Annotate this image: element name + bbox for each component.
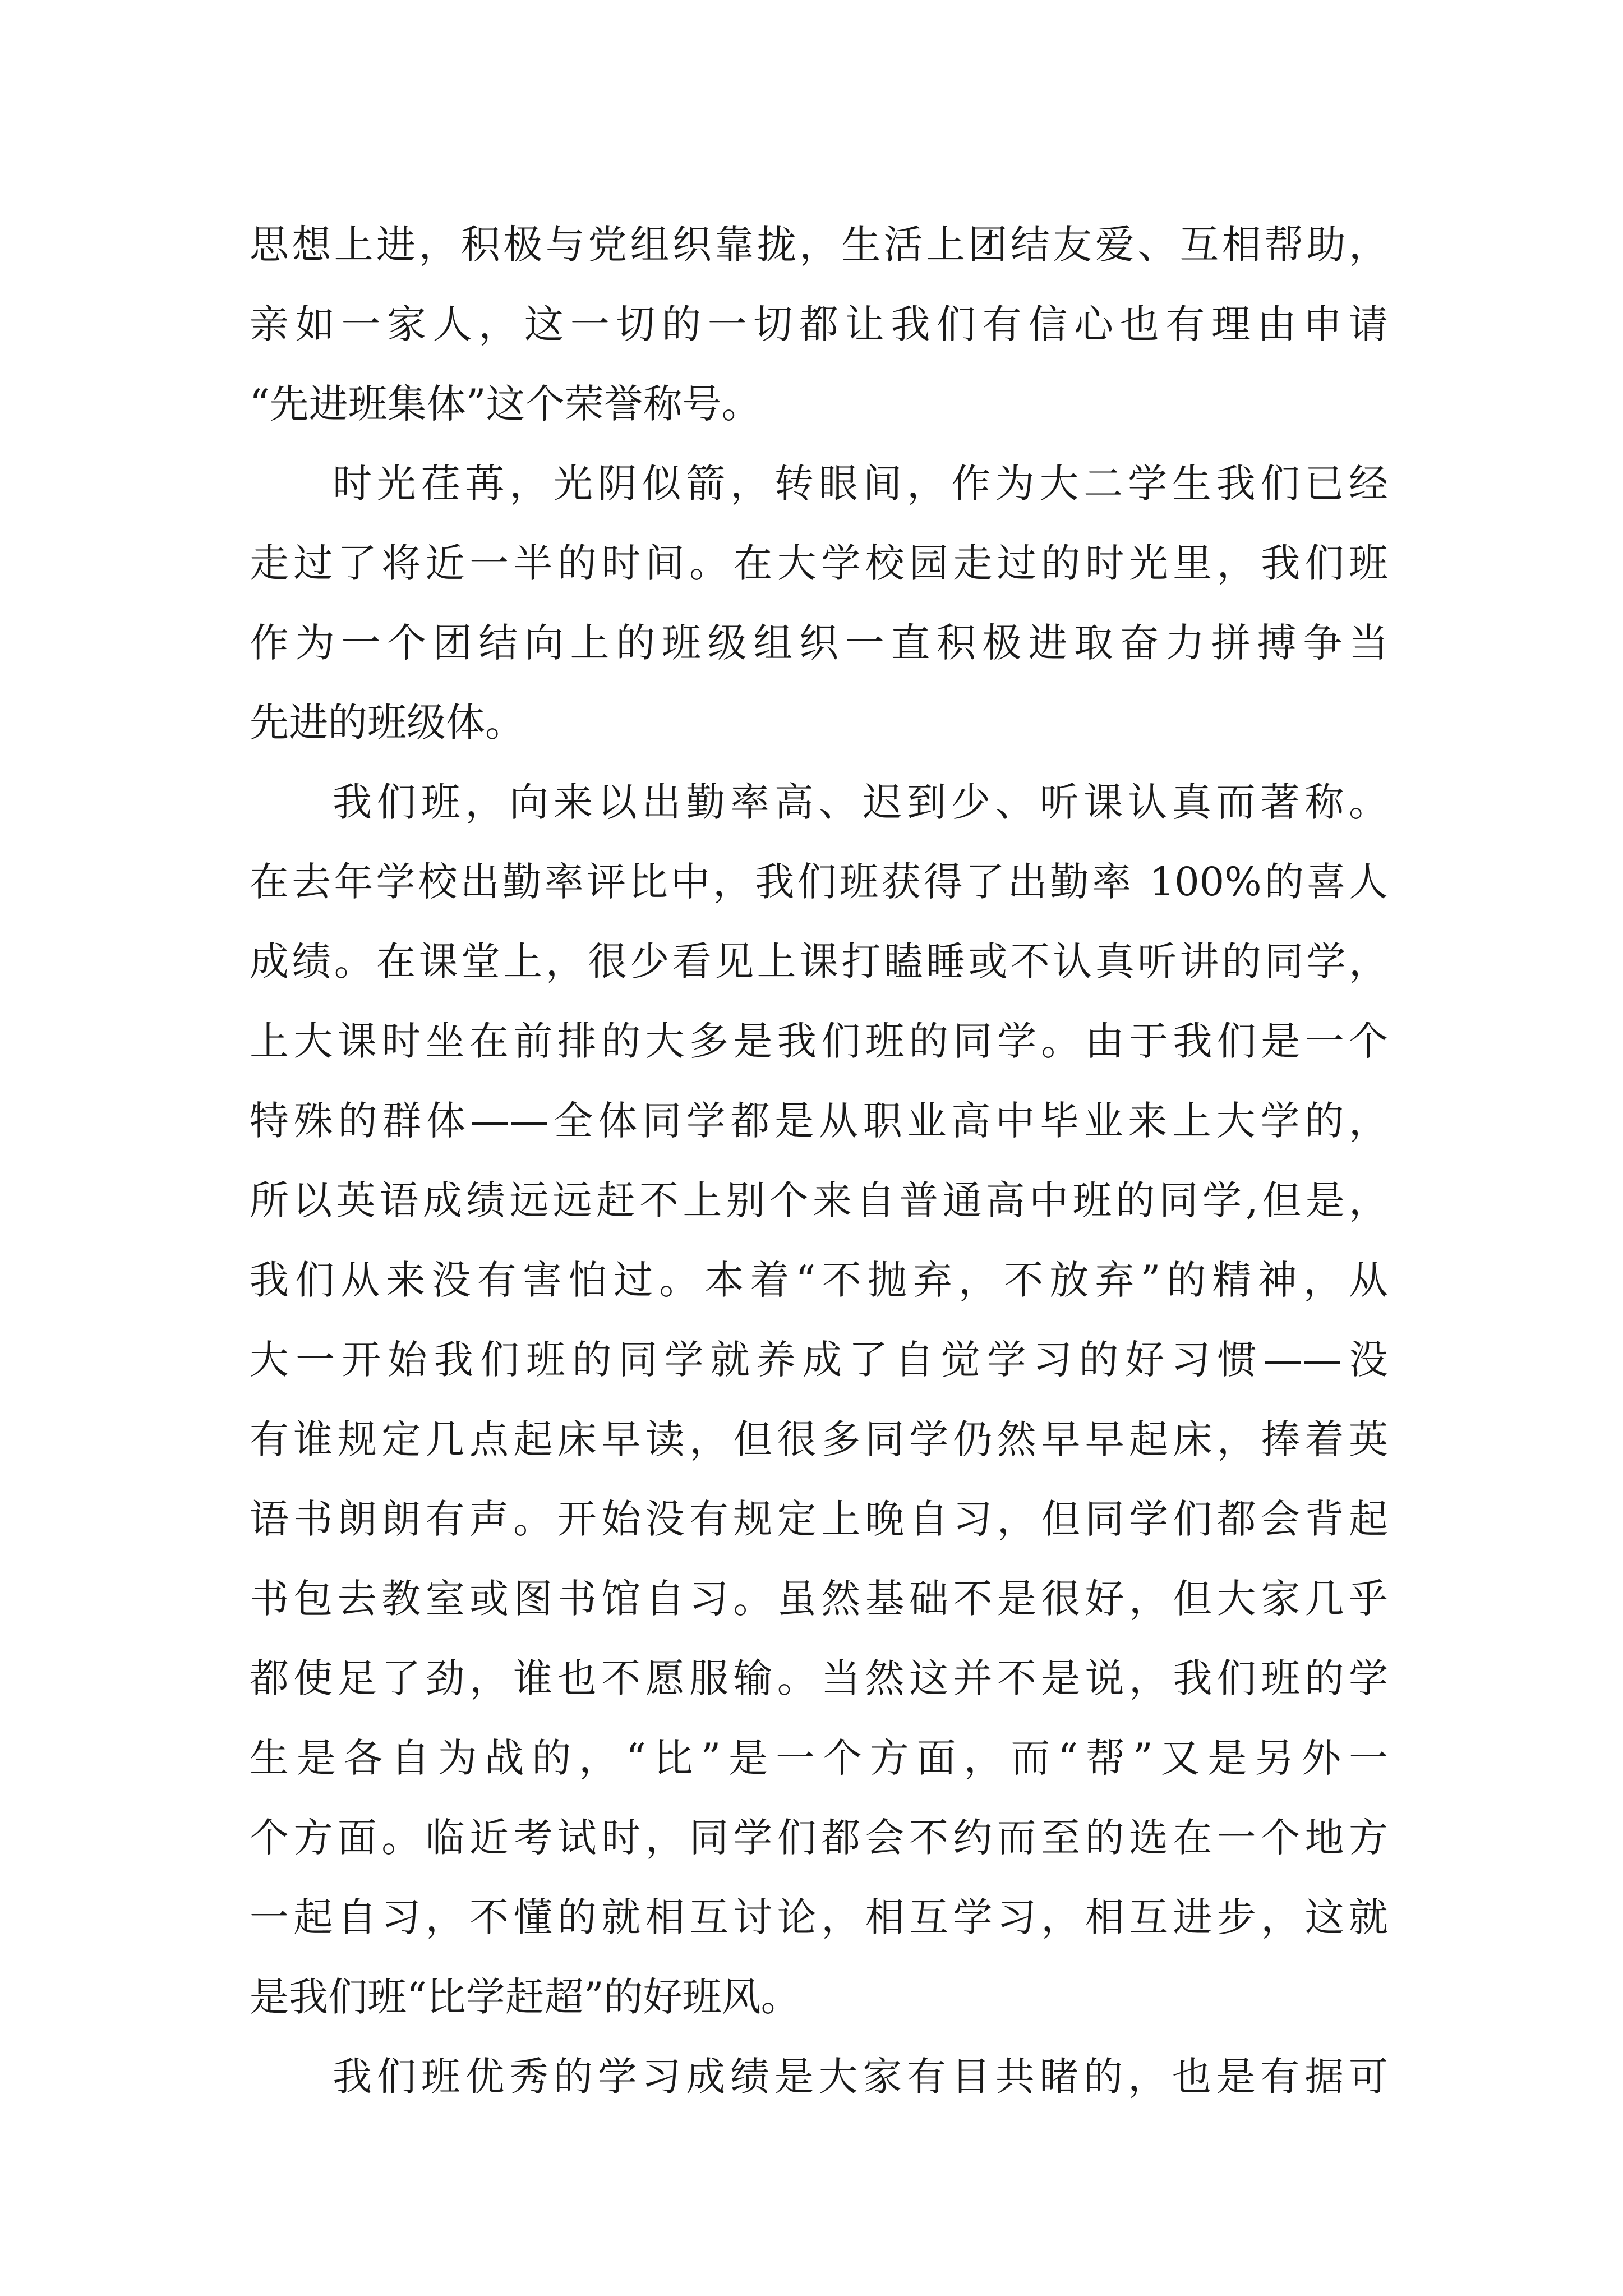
text-line: 上大课时坐在前排的大多是我们班的同学。由于我们是一个 <box>250 1018 1388 1064</box>
text-line: 作为一个团结向上的班级组织一直积极进取奋力拼搏争当 <box>250 620 1388 666</box>
body-text <box>250 205 1388 2116</box>
text-line: 生是各自为战的，“比”是一个方面，而“帮”又是另外一 <box>250 1735 1388 1781</box>
text-line: 亲如一家人，这一切的一切都让我们有信心也有理由申请 <box>250 301 1388 347</box>
text-line: 我们从来没有害怕过。本着“不抛弃，不放弃”的精神，从 <box>250 1257 1388 1303</box>
text-line: 先进的班级体。 <box>250 700 524 746</box>
text-line: 走过了将近一半的时间。在大学校园走过的时光里，我们班 <box>250 540 1388 586</box>
text-line: 成绩。在课堂上，很少看见上课打瞌睡或不认真听讲的同学， <box>250 938 1388 984</box>
text-line: 我们班，向来以出勤率高、迟到少、听课认真而著称。 <box>333 779 1388 825</box>
text-line: 语书朗朗有声。开始没有规定上晚自习，但同学们都会背起 <box>250 1496 1388 1542</box>
text-line: “先进班集体”这个荣誉称号。 <box>250 381 761 427</box>
text-line: 时光荏苒，光阴似箭，转眼间，作为大二学生我们已经 <box>333 461 1388 507</box>
text-line: 有谁规定几点起床早读，但很多同学仍然早早起床，捧着英 <box>250 1416 1388 1462</box>
text-line: 思想上进，积极与党组织靠拢，生活上团结友爱、互相帮助， <box>250 222 1388 268</box>
text-line: 我们班优秀的学习成绩是大家有目共睹的，也是有据可 <box>333 2054 1388 2100</box>
text-line: 一起自习，不懂的就相互讨论，相互学习，相互进步，这就 <box>250 1894 1388 1940</box>
text-line: 大一开始我们班的同学就养成了自觉学习的好习惯——没 <box>250 1337 1388 1383</box>
text-line: 书包去教室或图书馆自习。虽然基础不是很好，但大家几乎 <box>250 1576 1388 1622</box>
text-line: 都使足了劲，谁也不愿服输。当然这并不是说，我们班的学 <box>250 1655 1388 1701</box>
text-line: 所以英语成绩远远赶不上别个来自普通高中班的同学,但是， <box>250 1177 1388 1223</box>
text-line: 特殊的群体——全体同学都是从职业高中毕业来上大学的， <box>250 1098 1388 1144</box>
text-line: 个方面。临近考试时，同学们都会不约而至的选在一个地方 <box>250 1815 1388 1861</box>
text-line: 是我们班“比学赶超”的好班风。 <box>250 1974 800 2020</box>
text-line: 在去年学校出勤率评比中，我们班获得了出勤率 100%的喜人 <box>250 859 1388 905</box>
